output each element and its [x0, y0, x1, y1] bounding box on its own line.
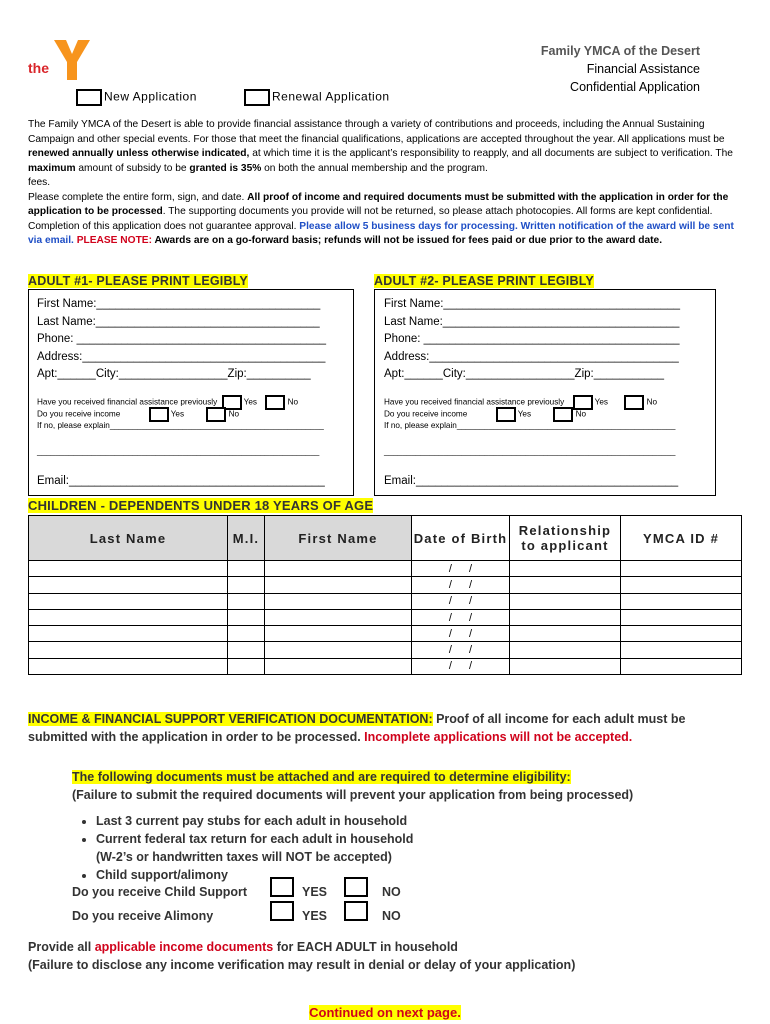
table-row [29, 593, 742, 609]
alimony-question: Do you receive Alimony [72, 909, 214, 923]
income-warning: Incomplete applications will not be accepted. [364, 730, 633, 744]
form-subtitle: Confidential Application [570, 80, 700, 94]
table-cell[interactable] [29, 561, 228, 577]
table-cell[interactable] [29, 658, 228, 674]
table-cell[interactable] [621, 609, 742, 625]
table-cell[interactable] [510, 561, 621, 577]
adult2-email[interactable]: Email:_________________________________________ [384, 475, 679, 487]
adult1-last-name[interactable]: Last Name:___________________________________ [37, 315, 320, 328]
ymca-logo [48, 36, 94, 82]
table-cell[interactable] [621, 642, 742, 658]
table-cell[interactable] [228, 609, 265, 625]
provide-section: Provide all applicable income documents for EACH ADULT in household (Failure to disclose any income verification may result in denial or delay of your application) [28, 940, 576, 972]
table-cell[interactable] [510, 593, 621, 609]
children-heading: CHILDREN - DEPENDENTS UNDER 18 YEARS OF AGE [28, 498, 374, 513]
new-application-label: New Application [104, 89, 197, 104]
renewal-application-checkbox[interactable] [244, 89, 270, 106]
table-cell[interactable] [228, 577, 265, 593]
child-support-no-checkbox[interactable] [344, 877, 368, 897]
table-row [29, 561, 742, 577]
alimony-yes-label: YES [302, 909, 328, 923]
income-section [28, 710, 744, 746]
doc-tax-note: (W-2’s or handwritten taxes will NOT be accepted) [96, 850, 392, 864]
adult2-assistance-no-checkbox[interactable] [624, 395, 644, 410]
adult1-assistance-no-checkbox[interactable] [265, 395, 285, 410]
table-cell[interactable] [510, 626, 621, 642]
doc-child-support: • Child support/alimony [96, 866, 633, 884]
adult1-first-name[interactable]: First Name:___________________________________ [37, 298, 321, 310]
col-last-name: Last Name [29, 516, 228, 561]
adult1-fields [37, 296, 326, 384]
adult1-q-income: Do you receive income Yes No [37, 407, 239, 422]
adult1-email[interactable]: Email:________________________________________ [37, 475, 325, 487]
alimony-no-checkbox[interactable] [344, 901, 368, 921]
table-cell[interactable]: / / [412, 593, 510, 609]
org-name: Family YMCA of the Desert [540, 44, 700, 58]
table-cell[interactable] [510, 642, 621, 658]
col-ymca-id: YMCA ID # [621, 516, 742, 561]
continued-note: Continued on next page. [309, 1005, 461, 1020]
adult2-q-income: Do you receive income Yes No [384, 407, 586, 422]
new-application-option[interactable] [76, 89, 197, 106]
required-documents [72, 768, 633, 884]
adult1-apt-city-zip[interactable]: Apt:______City:_________________Zip:__________ [37, 368, 311, 380]
children-table [28, 515, 742, 675]
table-cell[interactable] [228, 642, 265, 658]
col-date-of-birth: Date of Birth [412, 516, 510, 561]
renewal-application-label: Renewal Application [272, 89, 390, 104]
adult2-heading: ADULT #2- PLEASE PRINT LEGIBLY [374, 274, 594, 288]
income-title: INCOME & FINANCIAL SUPPORT VERIFICATION DOCUMENTATION: [28, 712, 433, 726]
adult2-apt-city-zip[interactable]: Apt:______City:_________________Zip:___________ [384, 368, 665, 380]
documents-subheading: (Failure to submit the required documents will prevent your application from being processed) [72, 788, 634, 802]
new-application-checkbox[interactable] [76, 89, 102, 106]
child-support-yes-label: YES [302, 885, 328, 899]
table-cell[interactable] [265, 593, 412, 609]
col-relationship: Relationship to applicant [510, 516, 621, 561]
adult2-last-name[interactable]: Last Name:_____________________________________ [384, 315, 680, 328]
table-cell[interactable] [265, 658, 412, 674]
col-first-name: First Name [265, 516, 412, 561]
table-cell[interactable] [228, 561, 265, 577]
table-cell[interactable] [228, 593, 265, 609]
table-cell[interactable] [265, 609, 412, 625]
alimony-no-label: NO [382, 909, 401, 923]
table-cell[interactable]: / / [412, 609, 510, 625]
doc-pay-stubs: • Last 3 current pay stubs for each adult in household [96, 812, 633, 830]
child-support-no-label: NO [382, 885, 401, 899]
logo-text: the [28, 60, 49, 76]
table-row [29, 577, 742, 593]
adult1-phone[interactable]: Phone: _______________________________________ [37, 333, 327, 345]
table-cell[interactable] [510, 609, 621, 625]
adult1-explain[interactable]: If no, please explain_______________________________________________ [37, 421, 324, 430]
adult2-first-name[interactable]: First Name:_____________________________________ [384, 298, 681, 310]
adult2-explain-line[interactable]: ________________________________________________________________ [384, 447, 676, 456]
doc-tax-return: • Current federal tax return for each adult in household (W-2’s or handwritten taxes will NOT be accepted) [96, 830, 633, 866]
adult1-heading: ADULT #1- PLEASE PRINT LEGIBLY [28, 274, 248, 288]
table-cell[interactable] [621, 561, 742, 577]
documents-heading: The following documents must be attached and are required to determine eligibility: [72, 770, 571, 784]
table-cell[interactable] [29, 626, 228, 642]
table-cell[interactable] [265, 626, 412, 642]
table-cell[interactable]: / / [412, 658, 510, 674]
table-cell[interactable]: / / [412, 642, 510, 658]
table-cell[interactable] [621, 658, 742, 674]
table-cell[interactable] [29, 593, 228, 609]
provide-subtext: (Failure to disclose any income verification may result in denial or delay of your application) [28, 958, 576, 972]
col-mi: M.I. [228, 516, 265, 561]
table-row [29, 658, 742, 674]
adult2-fields [384, 296, 680, 384]
table-cell[interactable] [265, 577, 412, 593]
table-cell[interactable]: / / [412, 561, 510, 577]
adult2-phone[interactable]: Phone: ________________________________________ [384, 333, 680, 345]
table-cell[interactable] [510, 577, 621, 593]
income-text: Proof of all income for each adult must be submitted with the application in order to be processed. [28, 712, 686, 744]
table-row [29, 642, 742, 658]
table-cell[interactable] [228, 626, 265, 642]
adult1-address[interactable]: Address:______________________________________ [37, 350, 326, 363]
table-cell[interactable] [265, 642, 412, 658]
table-cell[interactable] [621, 593, 742, 609]
table-cell[interactable] [621, 626, 742, 642]
table-cell[interactable] [621, 577, 742, 593]
table-row [29, 626, 742, 642]
table-cell[interactable] [228, 658, 265, 674]
table-cell[interactable] [29, 642, 228, 658]
renewal-application-option[interactable] [244, 89, 390, 106]
adult1-q-assistance: Have you received financial assistance previously Yes No [37, 395, 298, 410]
alimony-yes-checkbox[interactable] [270, 901, 294, 921]
adult2-q-assistance: Have you received financial assistance previously Yes No [384, 395, 657, 410]
child-support-question: Do you receive Child Support [72, 885, 248, 899]
table-cell[interactable]: / / [412, 577, 510, 593]
table-cell[interactable] [265, 561, 412, 577]
table-cell[interactable] [29, 609, 228, 625]
form-title: Financial Assistance [586, 62, 700, 76]
adult1-explain-line[interactable]: ______________________________________________________________ [37, 447, 320, 456]
adult2-explain[interactable]: If no, please explain________________________________________________ [384, 421, 676, 430]
adult2-address[interactable]: Address:_______________________________________ [384, 350, 679, 363]
intro-text: The Family YMCA of the Desert is able to provide financial assistance through a variety of contributions and proceeds, including the Annual Sustaining Campaign and other special events. For those that meet the financial qualifications, applications are accepted throughout the year. All applications must be renewed annually unless otherwise indicated, at which time it is the applicant’s responsibility to reapply, and all documents are subject to verification. The maximum amount of subsidy to be granted is 35% on both the annual membership and the program. fees. Please complete the entire form, sign, and date. All proof of income and required documents must be submitted with the application in order for the application to be processed. The supporting documents you provide will not be returned, so please attach photocopies. All forms are kept confidential. Completion of this application does not guarantee approval. Please allow 5 business days for processing. Written notification of the award will be sent via email. PLEASE NOTE: Awards are on a go-forward basis; refunds will not be issued for fees paid or due prior to the award date. [28, 119, 734, 246]
table-cell[interactable] [510, 658, 621, 674]
table-row [29, 609, 742, 625]
table-cell[interactable]: / / [412, 626, 510, 642]
child-support-yes-checkbox[interactable] [270, 877, 294, 897]
table-cell[interactable] [29, 577, 228, 593]
children-table-header [29, 516, 742, 561]
